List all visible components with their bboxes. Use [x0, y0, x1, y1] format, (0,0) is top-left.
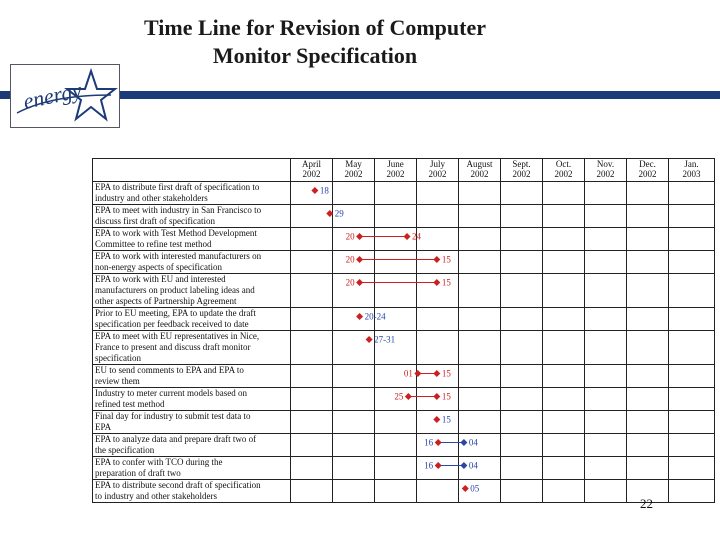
month-cell — [669, 251, 715, 274]
date-label: 16 — [424, 437, 434, 448]
date-label: 29 — [334, 208, 344, 219]
month-header — [459, 159, 501, 182]
task-text: to industry and other stakeholders — [95, 491, 217, 501]
month-cell — [543, 251, 585, 274]
page-number: 22 — [640, 496, 653, 511]
month-cell — [375, 251, 417, 274]
date-label: 15 — [441, 277, 451, 288]
month-cell — [669, 411, 715, 434]
month-cell — [417, 205, 459, 228]
task-cell — [93, 308, 291, 331]
table-row — [93, 251, 715, 274]
month-year: 2002 — [554, 169, 573, 179]
month-cell — [543, 182, 585, 205]
month-cell — [627, 331, 669, 365]
month-name: April — [302, 159, 321, 169]
month-header — [627, 159, 669, 182]
date-label: 20 — [345, 254, 355, 265]
table-row — [93, 365, 715, 388]
month-cell — [333, 411, 375, 434]
table-row — [93, 480, 715, 503]
date-label: 20 — [345, 277, 355, 288]
month-cell — [543, 331, 585, 365]
month-cell — [543, 480, 585, 503]
month-header-row — [93, 159, 715, 182]
month-year: 2002 — [512, 169, 531, 179]
month-cell — [669, 308, 715, 331]
task-text: EPA to analyze data and prepare draft two of — [95, 434, 257, 444]
task-text: discuss first draft of specification — [95, 216, 215, 226]
date-label: 20-24 — [364, 311, 386, 322]
timeline-table — [92, 158, 715, 503]
month-cell — [669, 457, 715, 480]
month-cell — [417, 480, 459, 503]
month-name: Sept. — [512, 159, 531, 169]
month-cell — [291, 365, 333, 388]
month-cell — [417, 365, 459, 388]
month-cell — [375, 308, 417, 331]
task-text: the specification — [95, 445, 155, 455]
month-cell — [501, 331, 543, 365]
month-cell — [627, 205, 669, 228]
month-cell — [333, 205, 375, 228]
table-row — [93, 228, 715, 251]
month-cell — [543, 411, 585, 434]
month-cell — [501, 182, 543, 205]
month-cell — [417, 308, 459, 331]
month-cell — [669, 182, 715, 205]
month-cell — [417, 434, 459, 457]
month-cell — [417, 251, 459, 274]
month-cell — [291, 205, 333, 228]
month-name: June — [387, 159, 404, 169]
month-cell — [291, 480, 333, 503]
month-name: Nov. — [596, 159, 615, 169]
task-text: industry and other stakeholders — [95, 193, 208, 203]
month-name: Jan. — [684, 159, 699, 169]
title-line-1: Time Line for Revision of Computer — [144, 15, 486, 40]
month-year: 2002 — [596, 169, 615, 179]
month-cell — [459, 411, 501, 434]
month-cell — [333, 480, 375, 503]
month-cell — [375, 434, 417, 457]
month-cell — [333, 331, 375, 365]
month-year: 2002 — [386, 169, 405, 179]
month-cell — [501, 205, 543, 228]
month-cell — [543, 205, 585, 228]
task-text: Prior to EU meeting, EPA to update the draft — [95, 308, 256, 318]
month-header — [291, 159, 333, 182]
month-cell — [417, 457, 459, 480]
month-cell — [627, 251, 669, 274]
month-cell — [333, 457, 375, 480]
month-cell — [333, 365, 375, 388]
month-cell — [291, 228, 333, 251]
month-name: August — [466, 159, 493, 169]
month-cell — [291, 251, 333, 274]
date-label: 15 — [441, 254, 451, 265]
date-label: 27-31 — [374, 334, 396, 345]
month-cell — [543, 457, 585, 480]
header-rule-left — [0, 91, 10, 99]
task-cell — [93, 331, 291, 365]
month-cell — [627, 228, 669, 251]
task-text: manufacturers on product labeling ideas and — [95, 285, 255, 295]
month-cell — [585, 365, 627, 388]
month-cell — [501, 434, 543, 457]
month-cell — [375, 411, 417, 434]
task-text: EPA — [95, 422, 112, 432]
month-cell — [501, 365, 543, 388]
month-cell — [627, 457, 669, 480]
month-cell — [333, 274, 375, 308]
task-cell — [93, 182, 291, 205]
month-cell — [585, 434, 627, 457]
month-header — [333, 159, 375, 182]
title-line-2: Monitor Specification — [212, 43, 418, 68]
month-cell — [417, 228, 459, 251]
month-cell — [459, 228, 501, 251]
task-text: preparation of draft two — [95, 468, 181, 478]
month-cell — [585, 308, 627, 331]
month-cell — [669, 205, 715, 228]
month-cell — [417, 331, 459, 365]
month-cell — [417, 388, 459, 411]
month-cell — [459, 308, 501, 331]
month-cell — [585, 205, 627, 228]
month-cell — [459, 434, 501, 457]
date-label: 15 — [441, 391, 451, 402]
month-header — [501, 159, 543, 182]
task-text: EPA to distribute first draft of specification to — [95, 182, 260, 192]
month-cell — [459, 480, 501, 503]
table-row — [93, 308, 715, 331]
date-label: 05 — [470, 483, 480, 494]
table-row — [93, 274, 715, 308]
month-year: 2003 — [682, 169, 701, 179]
month-cell — [375, 388, 417, 411]
month-cell — [333, 251, 375, 274]
month-cell — [585, 331, 627, 365]
month-cell — [291, 308, 333, 331]
table-row — [93, 331, 715, 365]
table-row — [93, 182, 715, 205]
date-label: 18 — [319, 185, 329, 196]
task-cell — [93, 388, 291, 411]
month-cell — [459, 182, 501, 205]
month-cell — [375, 228, 417, 251]
date-label: 16 — [424, 460, 434, 471]
task-cell — [93, 205, 291, 228]
date-label: 04 — [468, 437, 478, 448]
month-header — [543, 159, 585, 182]
month-cell — [585, 251, 627, 274]
month-cell — [417, 274, 459, 308]
month-cell — [585, 480, 627, 503]
month-cell — [375, 331, 417, 365]
task-text: specification per feedback received to date — [95, 319, 249, 329]
task-text: non-energy aspects of specification — [95, 262, 223, 272]
table-row — [93, 411, 715, 434]
month-cell — [291, 434, 333, 457]
month-cell — [501, 251, 543, 274]
month-header — [669, 159, 715, 182]
month-cell — [375, 205, 417, 228]
task-text: EU to send comments to EPA and EPA to — [95, 365, 244, 375]
month-cell — [543, 228, 585, 251]
month-name: Dec. — [639, 159, 656, 169]
month-cell — [585, 388, 627, 411]
task-cell — [93, 365, 291, 388]
month-cell — [459, 365, 501, 388]
month-cell — [375, 274, 417, 308]
month-cell — [543, 434, 585, 457]
month-cell — [585, 182, 627, 205]
page-title — [90, 14, 540, 70]
month-year: 2002 — [638, 169, 657, 179]
task-text: EPA to work with EU and interested — [95, 274, 226, 284]
month-cell — [669, 331, 715, 365]
month-cell — [291, 331, 333, 365]
month-cell — [627, 308, 669, 331]
task-text: EPA to work with Test Method Development — [95, 228, 257, 238]
month-header — [375, 159, 417, 182]
date-label: 15 — [441, 414, 451, 425]
month-year: 2002 — [344, 169, 363, 179]
month-cell — [333, 228, 375, 251]
task-header — [93, 159, 291, 182]
month-cell — [459, 251, 501, 274]
task-text: EPA to meet with industry in San Francisco to — [95, 205, 262, 215]
month-cell — [627, 274, 669, 308]
month-cell — [501, 411, 543, 434]
month-cell — [501, 388, 543, 411]
date-label: 25 — [394, 391, 404, 402]
month-cell — [291, 411, 333, 434]
month-cell — [543, 274, 585, 308]
month-cell — [291, 457, 333, 480]
task-text: other aspects of Partnership Agreement — [95, 296, 237, 306]
month-cell — [459, 274, 501, 308]
task-text: Committee to refine test method — [95, 239, 212, 249]
header-rule — [120, 91, 720, 99]
date-label: 15 — [441, 368, 451, 379]
month-cell — [459, 457, 501, 480]
month-name: July — [429, 159, 445, 169]
task-cell — [93, 228, 291, 251]
task-text: refined test method — [95, 399, 165, 409]
task-text: EPA to confer with TCO during the — [95, 457, 223, 467]
month-cell — [375, 182, 417, 205]
date-label: 24 — [412, 231, 422, 242]
month-year: 2002 — [428, 169, 447, 179]
month-cell — [291, 388, 333, 411]
month-header — [417, 159, 459, 182]
task-text: EPA to meet with EU representatives in Nice, — [95, 331, 260, 341]
month-cell — [543, 308, 585, 331]
month-cell — [501, 228, 543, 251]
task-text: specification — [95, 353, 141, 363]
month-cell — [291, 182, 333, 205]
month-cell — [333, 434, 375, 457]
month-cell — [417, 411, 459, 434]
month-cell — [543, 388, 585, 411]
month-cell — [291, 274, 333, 308]
logo-text: energy — [20, 77, 84, 114]
task-text: France to present and discuss draft monitor — [95, 342, 251, 352]
month-cell — [585, 274, 627, 308]
task-text: Final day for industry to submit test data to — [95, 411, 251, 421]
month-cell — [333, 182, 375, 205]
month-year: 2002 — [302, 169, 321, 179]
month-cell — [585, 457, 627, 480]
table-row — [93, 434, 715, 457]
month-cell — [669, 388, 715, 411]
month-cell — [669, 228, 715, 251]
month-cell — [627, 388, 669, 411]
month-cell — [501, 457, 543, 480]
month-cell — [627, 434, 669, 457]
month-cell — [669, 365, 715, 388]
month-cell — [333, 388, 375, 411]
month-cell — [375, 480, 417, 503]
task-cell — [93, 274, 291, 308]
task-cell — [93, 457, 291, 480]
task-cell — [93, 480, 291, 503]
table-row — [93, 205, 715, 228]
task-text: EPA to distribute second draft of specification — [95, 480, 261, 490]
month-cell — [669, 434, 715, 457]
month-year: 2002 — [470, 169, 489, 179]
month-cell — [585, 228, 627, 251]
month-name: Oct. — [555, 159, 572, 169]
task-cell — [93, 251, 291, 274]
energy-star-logo — [10, 64, 120, 128]
month-cell — [375, 457, 417, 480]
month-cell — [627, 411, 669, 434]
month-cell — [543, 365, 585, 388]
month-cell — [417, 182, 459, 205]
date-label: 04 — [468, 460, 478, 471]
month-cell — [333, 308, 375, 331]
month-cell — [501, 274, 543, 308]
task-cell — [93, 411, 291, 434]
task-text: review them — [95, 376, 140, 386]
table-row — [93, 457, 715, 480]
date-label: 01 — [403, 368, 413, 379]
table-row — [93, 388, 715, 411]
date-label: 20 — [345, 231, 355, 242]
month-cell — [585, 411, 627, 434]
task-text: EPA to work with interested manufacturers on — [95, 251, 262, 261]
month-cell — [375, 365, 417, 388]
month-name: May — [345, 159, 362, 169]
month-cell — [459, 331, 501, 365]
task-cell — [93, 434, 291, 457]
month-cell — [459, 388, 501, 411]
month-header — [585, 159, 627, 182]
month-cell — [627, 365, 669, 388]
month-cell — [627, 182, 669, 205]
month-cell — [459, 205, 501, 228]
month-cell — [501, 480, 543, 503]
task-text: Industry to meter current models based on — [95, 388, 247, 398]
month-cell — [669, 480, 715, 503]
month-cell — [669, 274, 715, 308]
month-cell — [501, 308, 543, 331]
